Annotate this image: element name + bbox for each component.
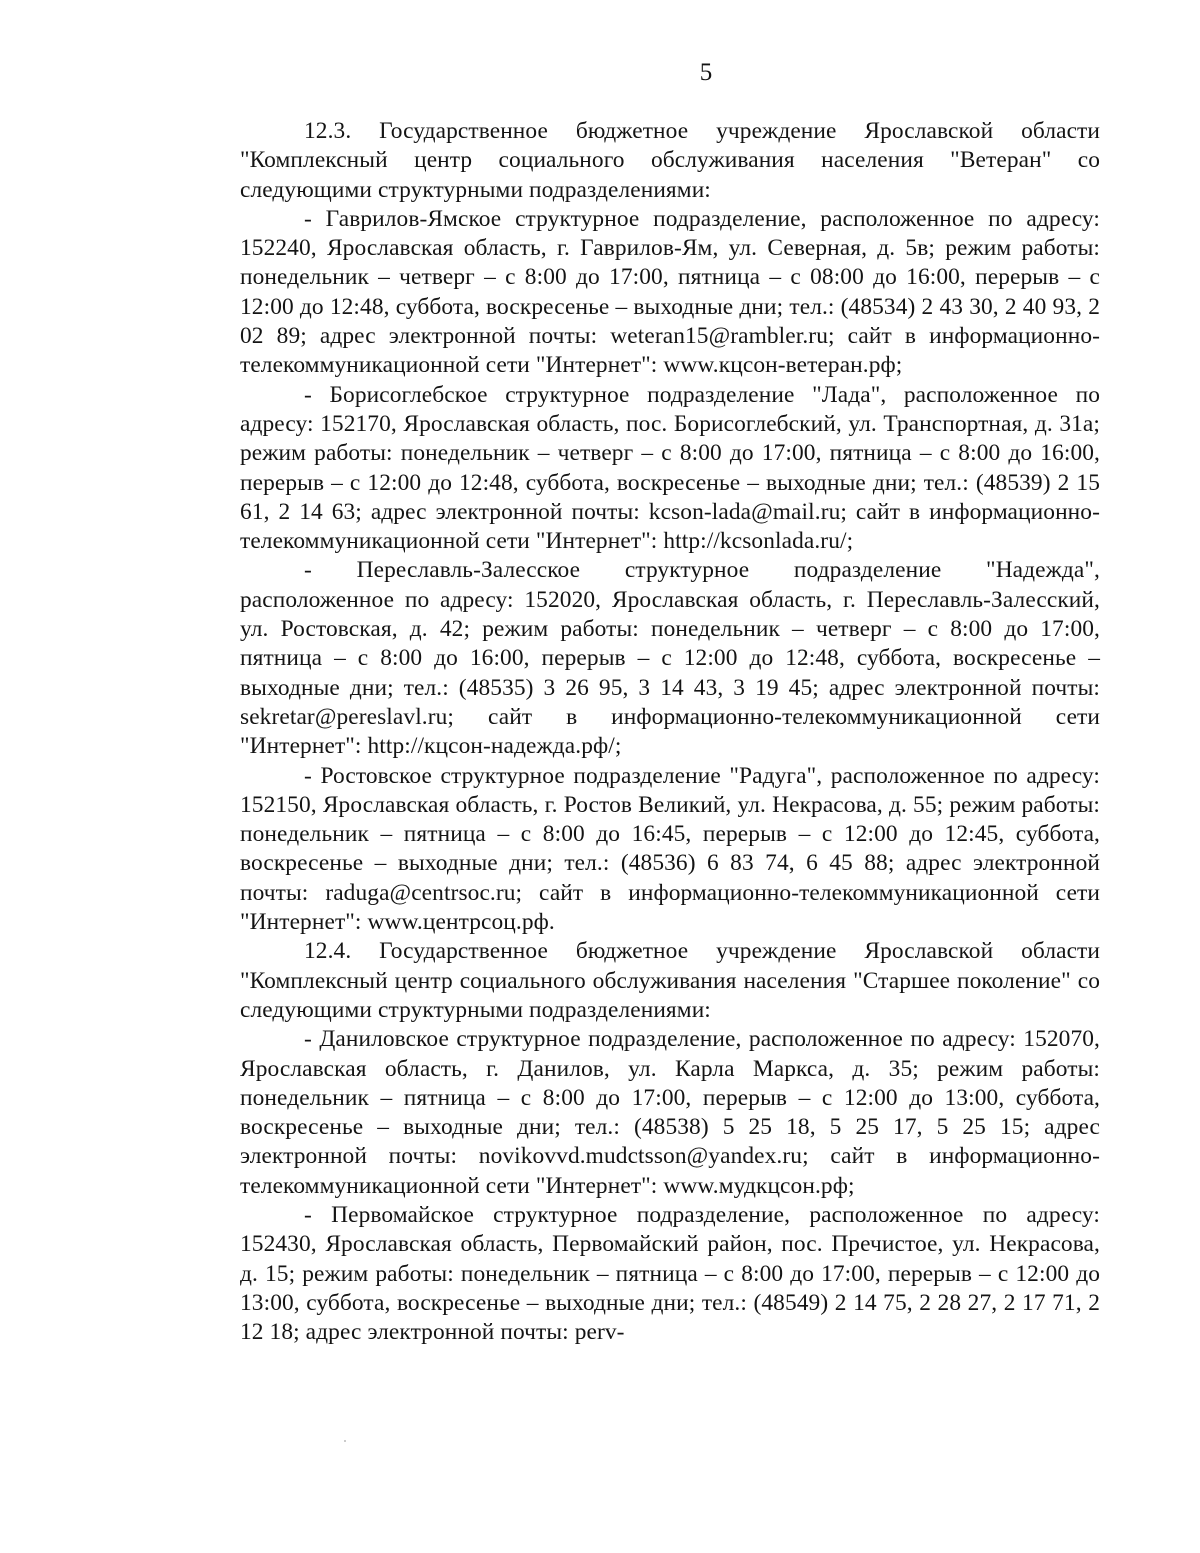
paragraph-borisoglebsk-lada: - Борисоглебское структурное подразделение "Лада", расположенное по адресу: 152170, Ярославская область, пос. Борисоглебский, ул. Транспортная, д. 31а; режим работы: понедельник – четверг – с 8:00 до 17:00, пятница – с 8:00 до 16:00, перерыв – с 12:00 до 12:48, суббота, воскресенье – выходные дни; тел.: (48539) 2 15 61, 2 14 63; адрес электронной почты: kcson-lada@mail.ru; сайт в информационно-телекоммуникационной сети "Интернет": http://kcsonlada.ru/;: [240, 381, 1100, 555]
paragraph-danilov: - Даниловское структурное подразделение, расположенное по адресу: 152070, Ярославская область, г. Данилов, ул. Карла Маркса, д. 35; режим работы: понедельник – пятница – с 8:00 до 17:00, перерыв – с 12:00 до 13:00, суббота, воскресенье – выходные дни; тел.: (48538) 5 25 18, 5 25 17, 5 25 15; адрес электронной почты: novikovvd.mudctsson@yandex.ru; сайт в информационно-телекоммуникационной сети "Интернет": www.мудкцсон.рф;: [240, 1026, 1100, 1199]
paragraph-12-4-intro: 12.4. Государственное бюджетное учреждение Ярославской области "Комплексный центр социального обслуживания населения "Старшее поколение" со следующими структурными подразделениями:: [240, 938, 1100, 1023]
scan-speck: [344, 1440, 346, 1442]
page-number: 5: [699, 59, 713, 86]
paragraph-pervomaysky: - Первомайское структурное подразделение, расположенное по адресу: 152430, Ярославская область, Первомайский район, пос. Пречистое, ул. Некрасова, д. 15; режим работы: понедельник – пятница – с 8:00 до 17:00, перерыв – с 12:00 до 13:00, суббота, воскресенье – выходные дни; тел.: (48549) 2 14 75, 2 28 27, 2 17 71, 2 12 18; адрес электронной почты: perv-: [240, 1201, 1100, 1346]
paragraph-gavrilov-yam: - Гаврилов-Ямское структурное подразделение, расположенное по адресу: 152240, Ярославская область, г. Гаврилов-Ям, ул. Северная, д. 5в; режим работы: понедельник – четверг – с 8:00 до 17:00, пятница – с 08:00 до 16:00, перерыв – с 12:00 до 12:48, суббота, воскресенье – выходные дни; тел.: (48534) 2 43 30, 2 40 93, 2 02 89; адрес электронной почты: weteran15@rambler.ru; сайт в информационно-телекоммуникационной сети "Интернет": www.кцсон-ветеран.рф;: [240, 205, 1100, 379]
paragraph-pereslavl-nadezhda: - Переславль-Залесское структурное подразделение "Надежда", расположенное по адресу: 152020, Ярославская область, г. Переславль-Залесский, ул. Ростовская, д. 42; режим работы: понедельник – четверг – с 8:00 до 17:00, пятница – с 8:00 до 16:00, перерыв – с 12:00 до 12:48, суббота, воскресенье – выходные дни; тел.: (48535) 3 26 95, 3 14 43, 3 19 45; адрес электронной почты: sekretar@pereslavl.ru; сайт в информационно-телекоммуникационной сети "Интернет": http://кцсон-надежда.рф/;: [240, 557, 1100, 760]
document-body: [240, 117, 1100, 1347]
paragraph-rostov-raduga: - Ростовское структурное подразделение "Радуга", расположенное по адресу: 152150, Ярославская область, г. Ростов Великий, ул. Некрасова, д. 55; режим работы: понедельник – пятница – с 8:00 до 16:45, перерыв – с 12:00 до 12:45, суббота, воскресенье – выходные дни; тел.: (48536) 6 83 74, 6 45 88; адрес электронной почты: raduga@centrsoc.ru; сайт в информационно-телекоммуникационной сети "Интернет": www.центрсоц.рф.: [240, 762, 1100, 936]
paragraph-12-3-intro: 12.3. Государственное бюджетное учреждение Ярославской области "Комплексный центр социального обслуживания населения "Ветеран" со следующими структурными подразделениями:: [240, 118, 1100, 203]
